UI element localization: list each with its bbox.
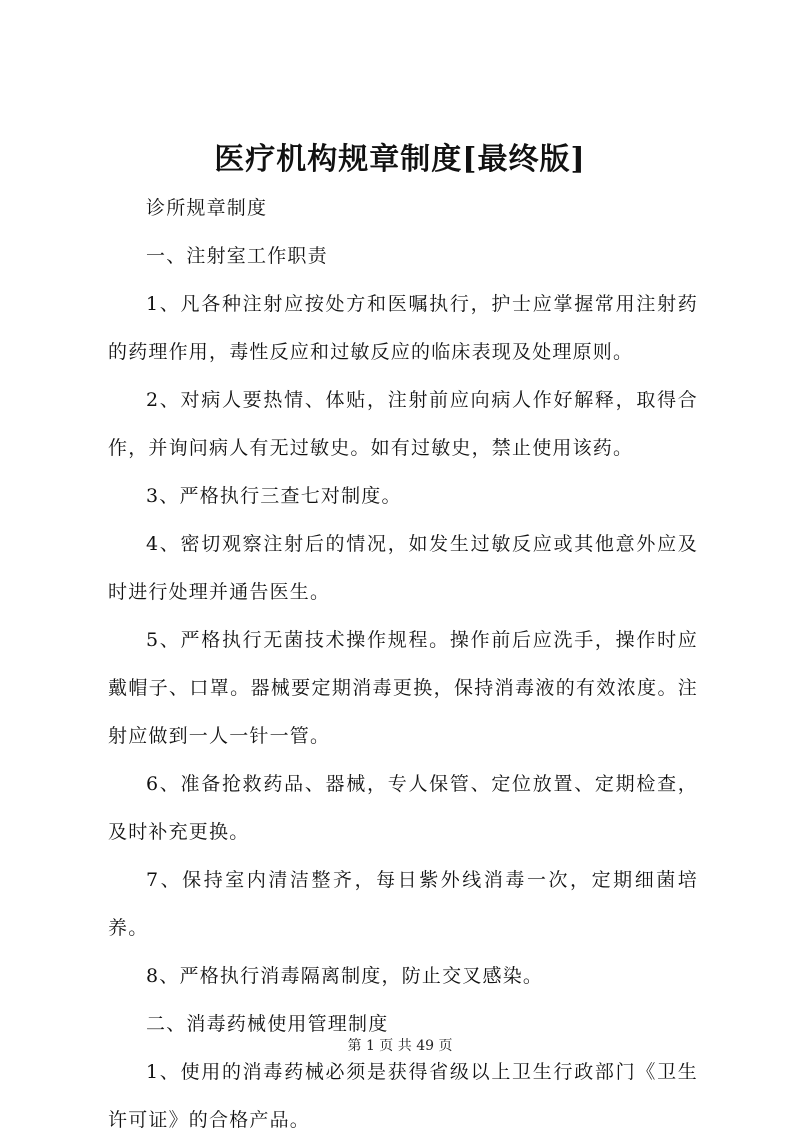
paragraph: 8、严格执行消毒隔离制度，防止交叉感染。 xyxy=(146,965,544,987)
paragraph: 5、严格执行无菌技术操作规程。操作前后应洗手，操作时应戴帽子、口罩。器械要定期消毒更换，保持消毒液的有效浓度。注射应做到一人一针一管。 xyxy=(108,629,698,747)
paragraph: 7、保持室内清洁整齐，每日紫外线消毒一次，定期细菌培养。 xyxy=(108,869,698,939)
section-heading: 一、注射室工作职责 xyxy=(146,245,328,267)
paragraph: 2、对病人要热情、体贴，注射前应向病人作好解释，取得合作，并询问病人有无过敏史。如有过敏史，禁止使用该药。 xyxy=(108,389,698,459)
paragraph: 4、密切观察注射后的情况，如发生过敏反应或其他意外应及时进行处理并通告医生。 xyxy=(108,533,698,603)
paragraph: 1、使用的消毒药械必须是获得省级以上卫生行政部门《卫生许可证》的合格产品。 xyxy=(108,1061,698,1131)
section-heading: 二、消毒药械使用管理制度 xyxy=(146,1013,389,1035)
document-title: 医疗机构规章制度[最终版] xyxy=(214,142,586,177)
paragraph: 3、严格执行三查七对制度。 xyxy=(146,485,402,507)
paragraph: 诊所规章制度 xyxy=(146,197,268,219)
paragraph: 1、凡各种注射应按处方和医嘱执行，护士应掌握常用注射药的药理作用，毒性反应和过敏反应的临床表现及处理原则。 xyxy=(108,293,698,363)
document-body xyxy=(108,184,698,1144)
paragraph: 6、准备抢救药品、器械，专人保管、定位放置、定期检查，及时补充更换。 xyxy=(108,773,698,843)
page-number-footer: 第 1 页 共 49 页 xyxy=(347,1038,453,1054)
